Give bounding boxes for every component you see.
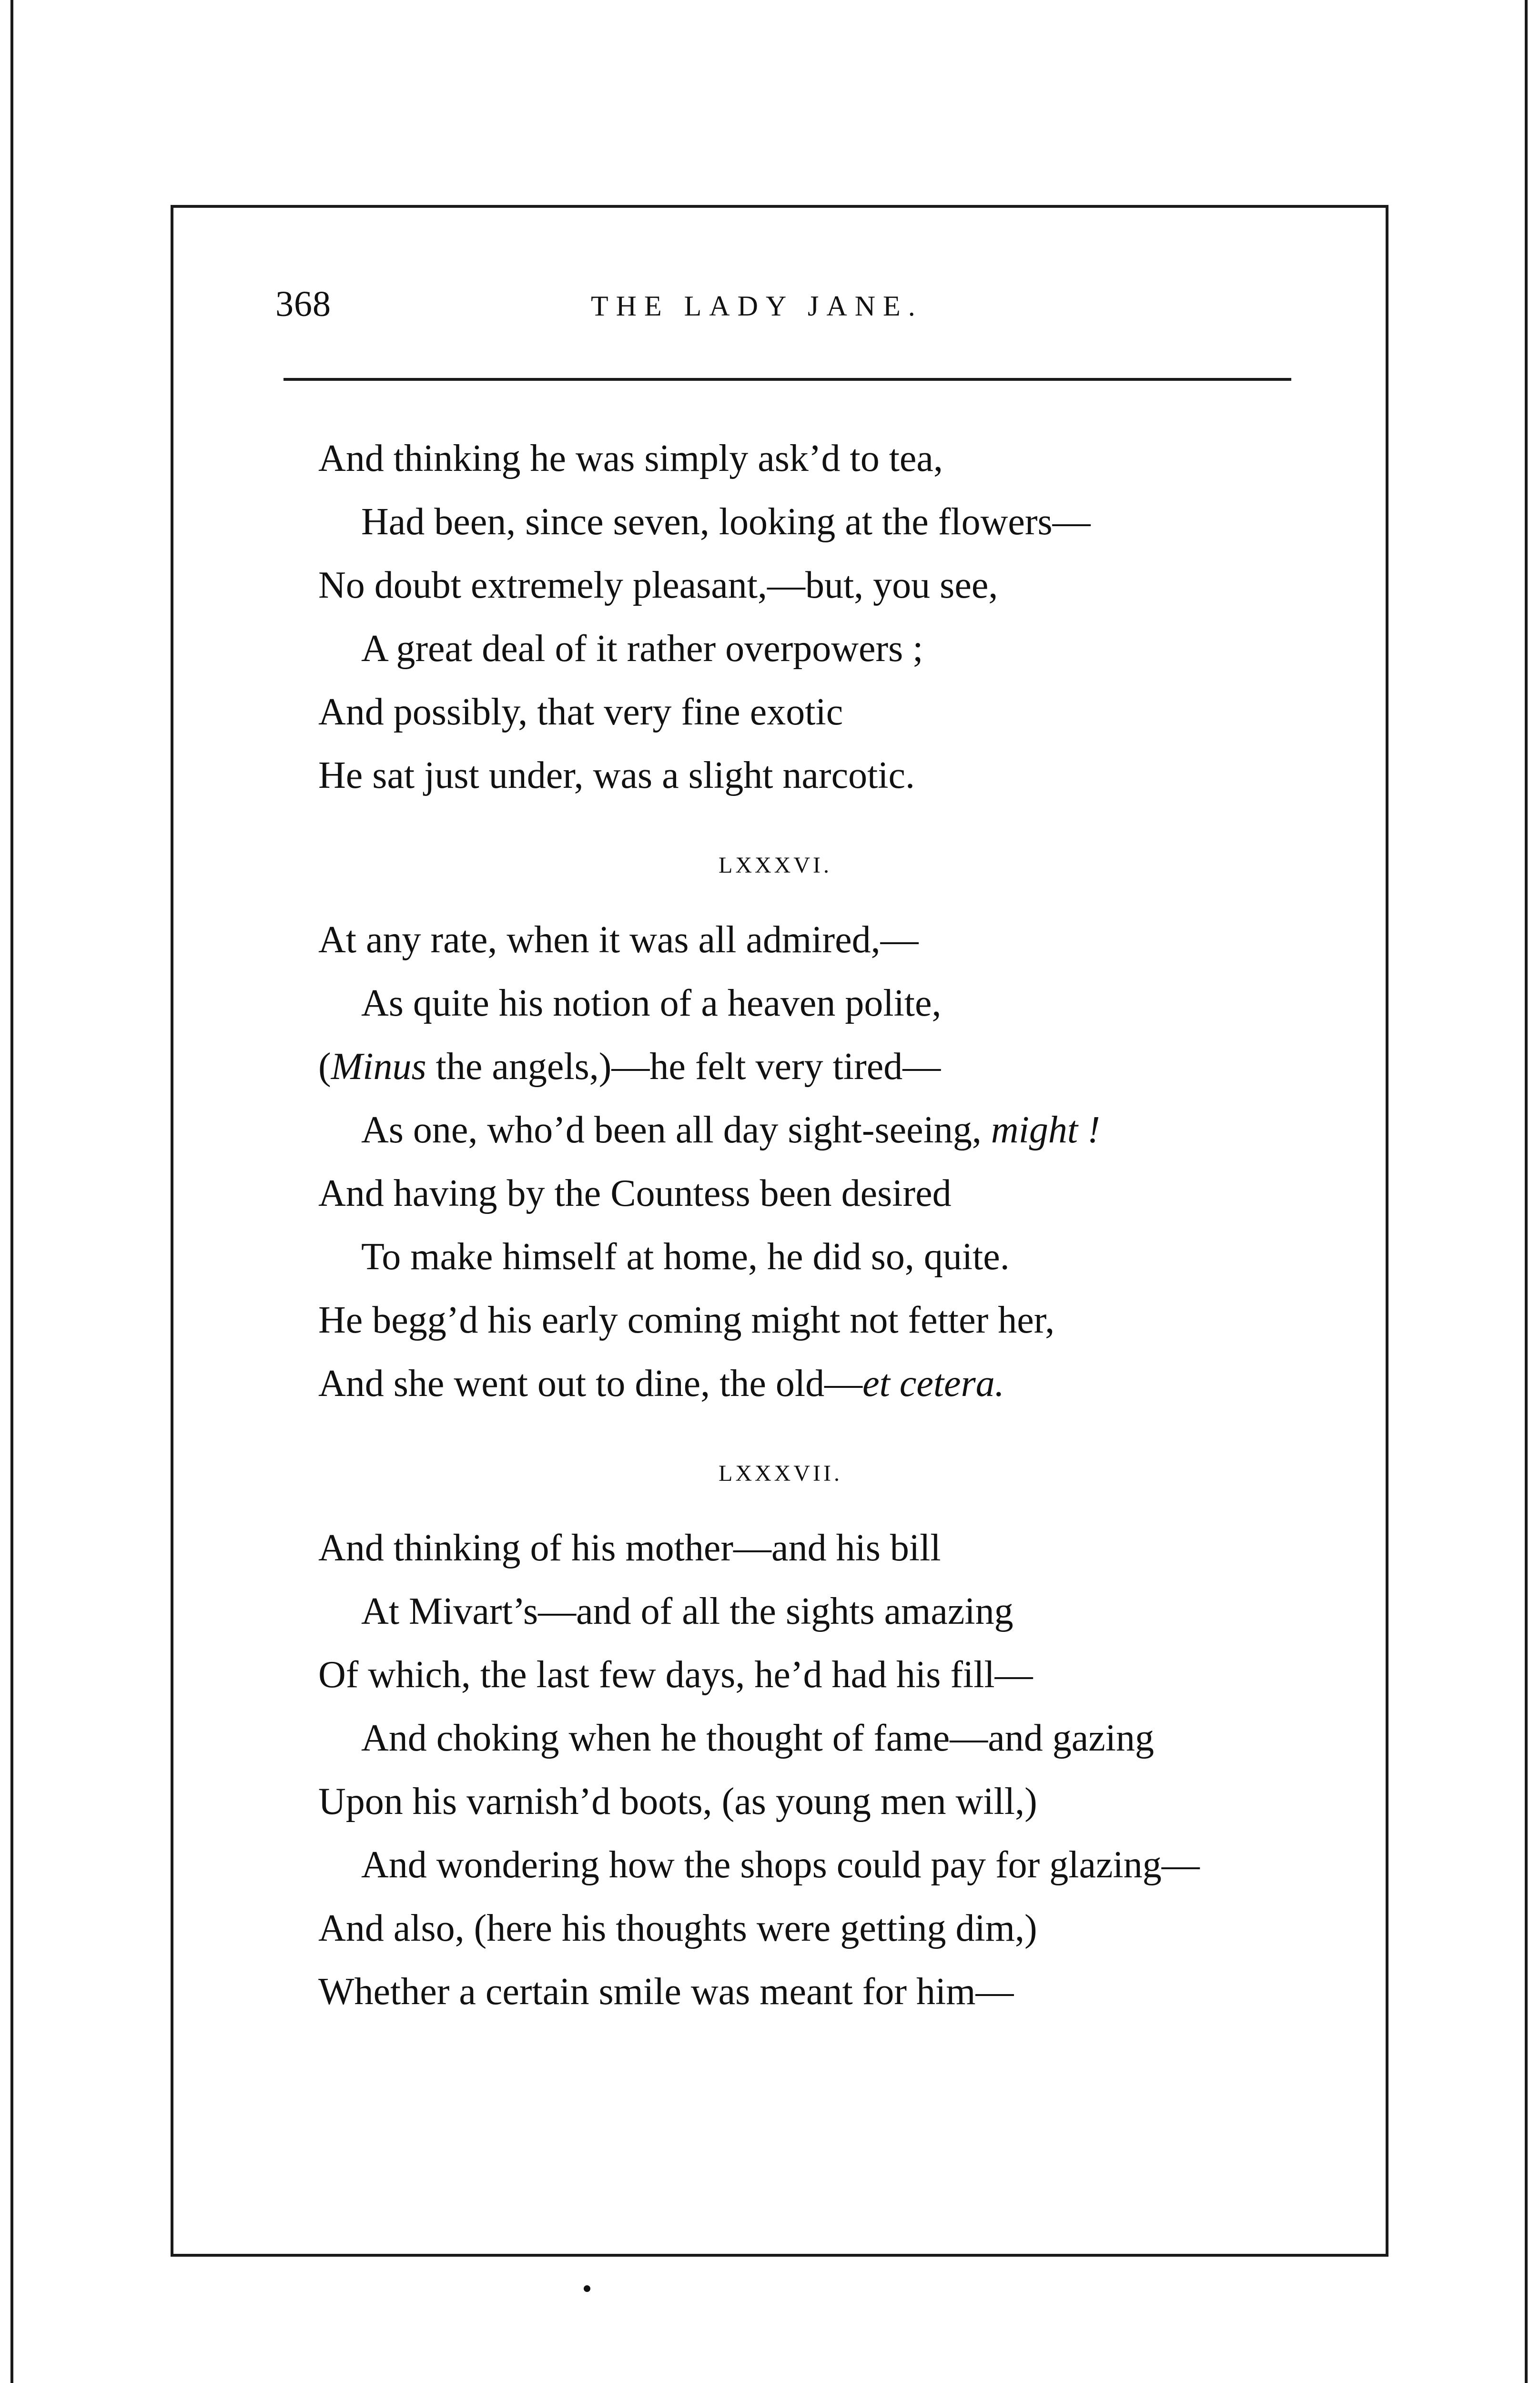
verse-text: the angels,)—he felt very tired— <box>426 1046 941 1088</box>
verse-text: And possibly, that very fine exotic <box>318 691 843 733</box>
header-rule <box>284 378 1291 381</box>
verse-line <box>318 1048 941 1086</box>
verse-line <box>318 1174 952 1212</box>
verse-text: And she went out to dine, the old— <box>318 1363 863 1405</box>
verse-text: ( <box>318 1046 331 1088</box>
page-edge-right <box>1525 0 1528 2383</box>
verse-text: And wondering how the shops could pay for glazing— <box>361 1844 1200 1886</box>
printer-mark <box>584 2285 590 2292</box>
verse-line <box>318 566 998 604</box>
verse-text: At Mivart’s—and of all the sights amazing <box>361 1590 1013 1632</box>
verse-line <box>361 984 942 1022</box>
verse-line <box>361 630 923 668</box>
verse-line <box>361 1719 1154 1757</box>
verse-line <box>318 1782 1037 1821</box>
verse-text: And having by the Countess been desired <box>318 1172 952 1214</box>
verse-line <box>318 693 843 731</box>
verse-text: At any rate, when it was all admired,— <box>318 919 919 961</box>
stanza-numeral: LXXXVI. <box>719 853 832 878</box>
verse-text: Upon his varnish’d boots, (as young men will,) <box>318 1781 1037 1823</box>
verse-line <box>318 1973 1013 2011</box>
page-number: 368 <box>275 284 331 324</box>
verse-line <box>318 921 919 959</box>
verse-text: He begg’d his early coming might not fetter her, <box>318 1299 1055 1341</box>
verse-text: And also, (here his thoughts were getting dim,) <box>318 1907 1037 1949</box>
verse-line <box>318 439 943 478</box>
verse-text: Had been, since seven, looking at the flowers— <box>361 501 1091 543</box>
verse-line <box>361 503 1091 541</box>
verse-line <box>318 1656 1033 1694</box>
verse-line <box>318 1365 1004 1403</box>
verse-line <box>318 1529 941 1567</box>
verse-line <box>318 756 915 794</box>
verse-italic-text: might ! <box>991 1109 1100 1151</box>
verse-text: A great deal of it rather overpowers ; <box>361 628 923 670</box>
verse-text: And thinking he was simply ask’d to tea, <box>318 438 943 479</box>
verse-text: Whether a certain smile was meant for him— <box>318 1971 1014 2013</box>
verse-line <box>318 1301 1054 1339</box>
verse-italic-text: Minus <box>331 1046 426 1088</box>
verse-text: And thinking of his mother—and his bill <box>318 1527 941 1569</box>
verse-text: To make himself at home, he did so, quite. <box>361 1236 1010 1278</box>
verse-line <box>361 1111 1100 1149</box>
verse-text: Of which, the last few days, he’d had his fill— <box>318 1654 1033 1696</box>
verse-line <box>361 1238 1010 1276</box>
verse-line <box>361 1846 1200 1884</box>
verse-text: As one, who’d been all day sight-seeing, <box>361 1109 991 1151</box>
verse-text: No doubt extremely pleasant,—but, you see, <box>318 564 998 606</box>
verse-text: He sat just under, was a slight narcotic. <box>318 754 915 796</box>
verse-italic-text: et cetera. <box>862 1363 1004 1405</box>
stanza-numeral: LXXXVII. <box>719 1461 842 1486</box>
running-head: THE LADY JANE. <box>591 290 923 322</box>
verse-line <box>318 1909 1037 1947</box>
verse-text: As quite his notion of a heaven polite, <box>361 982 942 1024</box>
verse-text: And choking when he thought of fame—and gazing <box>361 1717 1155 1759</box>
verse-line <box>361 1592 1013 1630</box>
page-edge-left <box>10 0 13 2383</box>
